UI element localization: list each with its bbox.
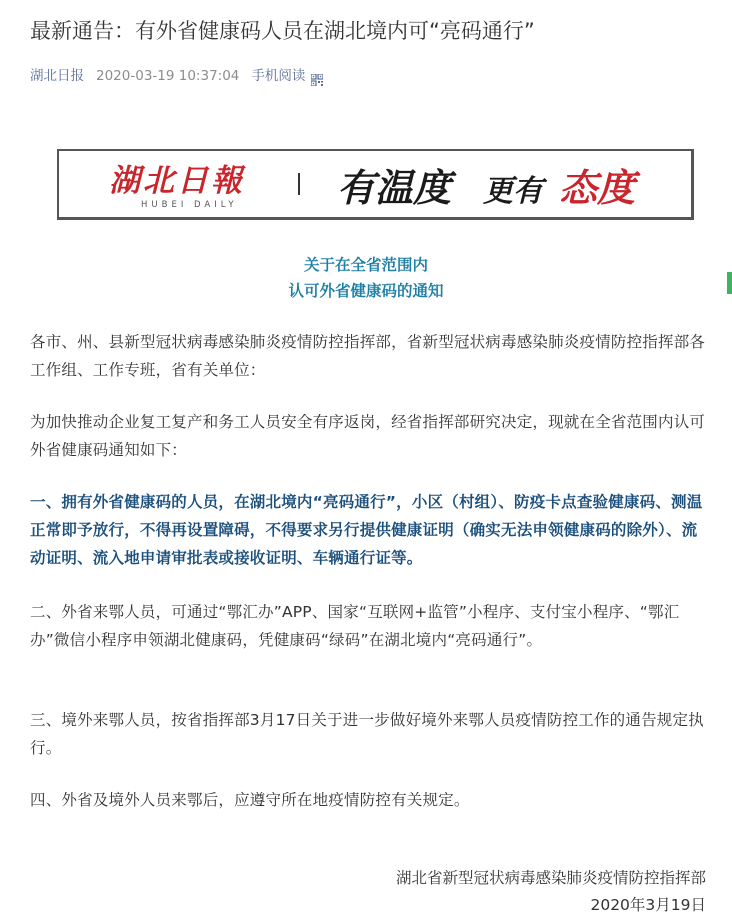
notice-title-line1: 关于在全省范围内 xyxy=(303,256,428,274)
qr-code-icon[interactable] xyxy=(311,70,323,82)
article-title: 最新通告：有外省健康码人员在湖北境内可“亮码通行” xyxy=(30,19,535,43)
publish-datetime: 2020-03-19 10:37:04 xyxy=(96,68,240,84)
article-meta xyxy=(30,64,323,88)
banner-slogan-part3: 态度 xyxy=(559,165,636,210)
side-scroll-marker xyxy=(727,272,732,294)
paragraph-intro: 为加快推动企业复工复产和务工人员安全有序返岗，经省指挥部研究决定，现就在全省范围内认可外省健康码通知如下： xyxy=(30,413,706,459)
signature-org: 湖北省新型冠状病毒感染肺炎疫情防控指挥部 xyxy=(395,869,706,887)
read-on-phone-link[interactable]: 手机阅读 xyxy=(251,68,306,84)
banner-slogan-part1: 有温度 xyxy=(337,165,452,210)
paragraph-item-1: 一、拥有外省健康码的人员，在湖北境内“亮码通行”，小区（村组）、防疫卡点查验健康码、测温正常即予放行，不得再设置障碍，不得要求另行提供健康证明（确实无法申领健康码的除外）、流动证明、流入地申请审批表或接收证明、车辆通行证等。 xyxy=(30,493,703,567)
notice-title-line2: 认可外省健康码的通知 xyxy=(288,282,444,300)
banner-logo-en: HUBEI DAILY xyxy=(141,200,238,210)
paragraph-addressee: 各市、州、县新型冠状病毒感染肺炎疫情防控指挥部，省新型冠状病毒感染肺炎疫情防控指挥部各工作组、工作专班，省有关单位： xyxy=(30,333,706,379)
banner-slogan-part2: 更有 xyxy=(483,174,543,209)
signature-date: 2020年3月19日 xyxy=(590,896,706,914)
paragraph-item-2: 二、外省来鄂人员，可通过“鄂汇办”APP、国家“互联网+监管”小程序、支付宝小程序、“鄂汇办”微信小程序申领湖北健康码，凭健康码“绿码”在湖北境内“亮码通行”。 xyxy=(30,603,680,649)
hubei-daily-banner xyxy=(57,149,694,220)
paragraph-item-4: 四、外省及境外人员来鄂后，应遵守所在地疫情防控有关规定。 xyxy=(30,791,470,809)
banner-logo-cn: 湖北日報 xyxy=(109,163,245,199)
source-link[interactable]: 湖北日报 xyxy=(30,68,84,84)
paragraph-item-3: 三、境外来鄂人员，按省指挥部3月17日关于进一步做好境外来鄂人员疫情防控工作的通告规定执行。 xyxy=(30,711,704,757)
